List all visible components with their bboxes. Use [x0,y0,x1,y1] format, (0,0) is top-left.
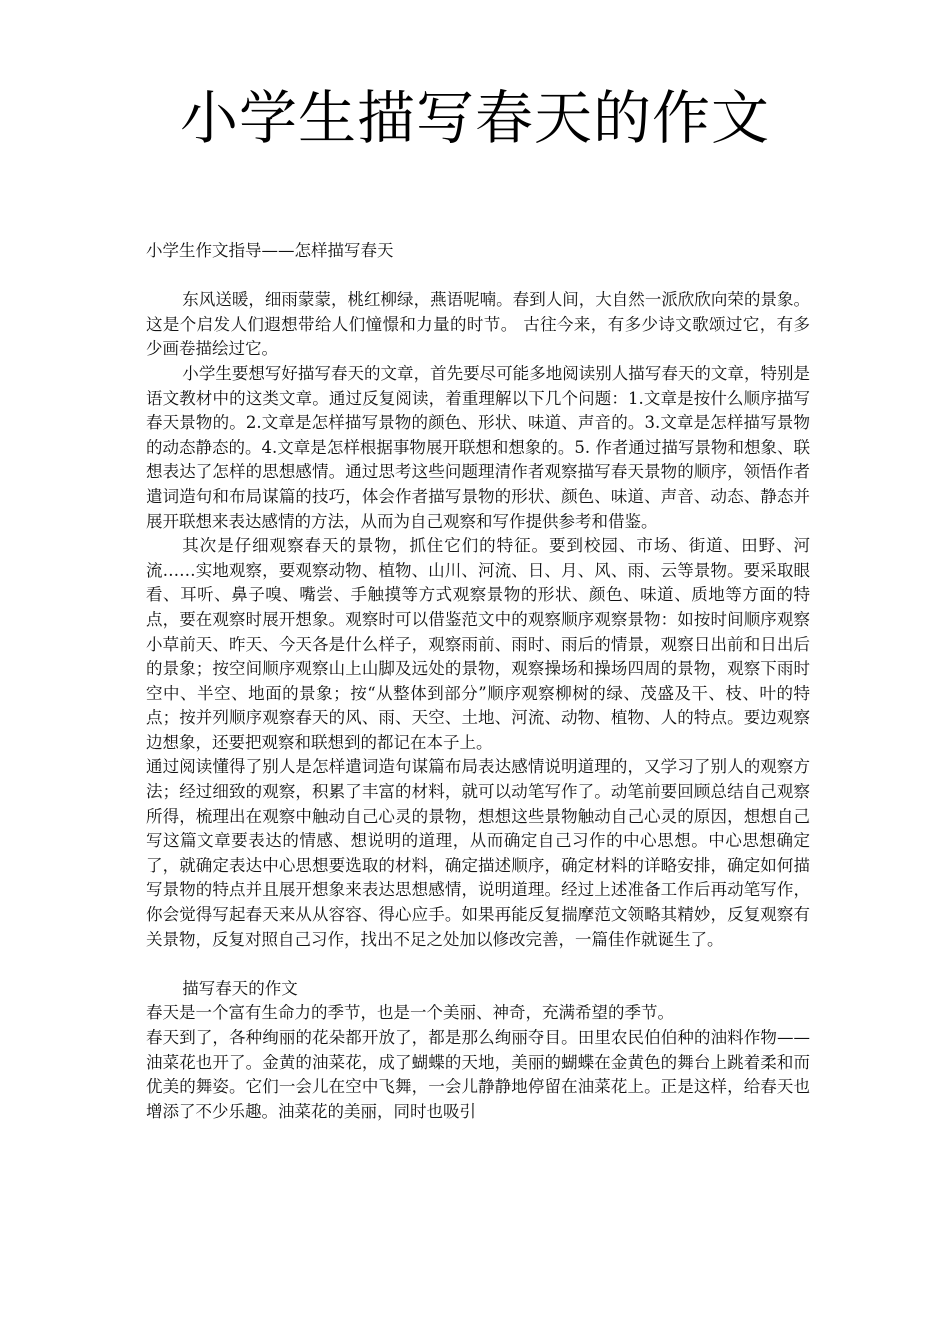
essay-paragraph-2: 春天到了，各种绚丽的花朵都开放了，都是那么绚丽夺目。田里农民伯伯种的油料作物——油菜花也开了。金黄的油菜花，成了蝴蝶的天地，美丽的蝴蝶在金黄色的舞台上跳着柔和而优美的舞姿。它们一会儿在空中飞舞，一会儿静静地停留在油菜花上。正是这样，给春天也增添了不少乐趣。油菜花的美丽，同时也吸引 [146,1028,810,1121]
guide-subtitle: 小学生作文指导——怎样描写春天 [146,241,394,260]
paragraph-writing: 通过阅读懂得了别人是怎样遣词造句谋篇布局表达感情说明道理的，又学习了别人的观察方法；经过细致的观察，积累了丰富的材料，就可以动笔写作了。动笔前要回顾总结自己观察所得，梳理出在观察中触动自己心灵的景物，想想这些景物触动自己心灵的原因，想想自己写这篇文章要表达的情感、想说明的道理，从而确定自己习作的中心思想。中心思想确定了，就确定表达中心思想要选取的材料，确定描述顺序，确定材料的详略安排，确定如何描写景物的特点并且展开想象来表达思想感情，说明道理。经过上述准备工作后再动笔写作，你会觉得写起春天来从从容容、得心应手。如果再能反复揣摩范文领略其精妙，反复观察有关景物，反复对照自己习作，找出不足之处加以修改完善，一篇佳作就诞生了。 [146,757,810,949]
document-body [146,239,810,1124]
essay-heading: 描写春天的作文 [182,978,298,998]
essay-paragraph-1: 春天是一个富有生命力的季节，也是一个美丽、神奇，充满希望的季节。 [146,1003,674,1023]
paragraph-observing: 其次是仔细观察春天的景物，抓住它们的特征。要到校园、市场、街道、田野、河流……实地观察，要观察动物、植物、山川、河流、日、月、风、雨、云等景物。要采取眼看、耳听、鼻子嗅、嘴尝、手触摸等方式观察景物的形状、颜色、味道、质地等方面的特点，要在观察时展开想象。观察时可以借鉴范文中的观察顺序观察景物：如按时间顺序观察小草前天、昨天、今天各是什么样子，观察雨前、雨时、雨后的情景，观察日出前和日出后的景象；按空间顺序观察山上山脚及远处的景物，观察操场和操场四周的景物，观察下雨时空中、半空、地面的景象；按“从整体到部分”顺序观察柳树的绿、茂盛及干、枝、叶的特点；按并列顺序观察春天的风、雨、天空、土地、河流、动物、植物、人的特点。要边观察边想象，还要把观察和联想到的都记在本子上。 [146,536,810,752]
paragraph-reading: 小学生要想写好描写春天的文章，首先要尽可能多地阅读别人描写春天的文章，特别是语文教材中的这类文章。通过反复阅读，着重理解以下几个问题：1.文章是按什么顺序描写春天景物的。2.文章是怎样描写景物的颜色、形状、味道、声音的。3.文章是怎样描写景物的动态静态的。4.文章是怎样根据事物展开联想和想象的。5. 作者通过描写景物和想象、联想表达了怎样的思想感情。通过思考这些问题理清作者观察描写春天景物的顺序，领悟作者遣词造句和布局谋篇的技巧，体会作者描写景物的形状、颜色、味道、声音、动态、静态并展开联想来表达感情的方法，从而为自己观察和写作提供参考和借鉴。 [146,363,810,531]
paragraph-intro: 东风送暖，细雨蒙蒙，桃红柳绿，燕语呢喃。春到人间，大自然一派欣欣向荣的景象。这是个启发人们遐想带给人们憧憬和力量的时节。 古往今来，有多少诗文歌颂过它，有多少画卷描绘过它。 [146,290,810,359]
document-title: 小学生描写春天的作文 [179,84,770,152]
